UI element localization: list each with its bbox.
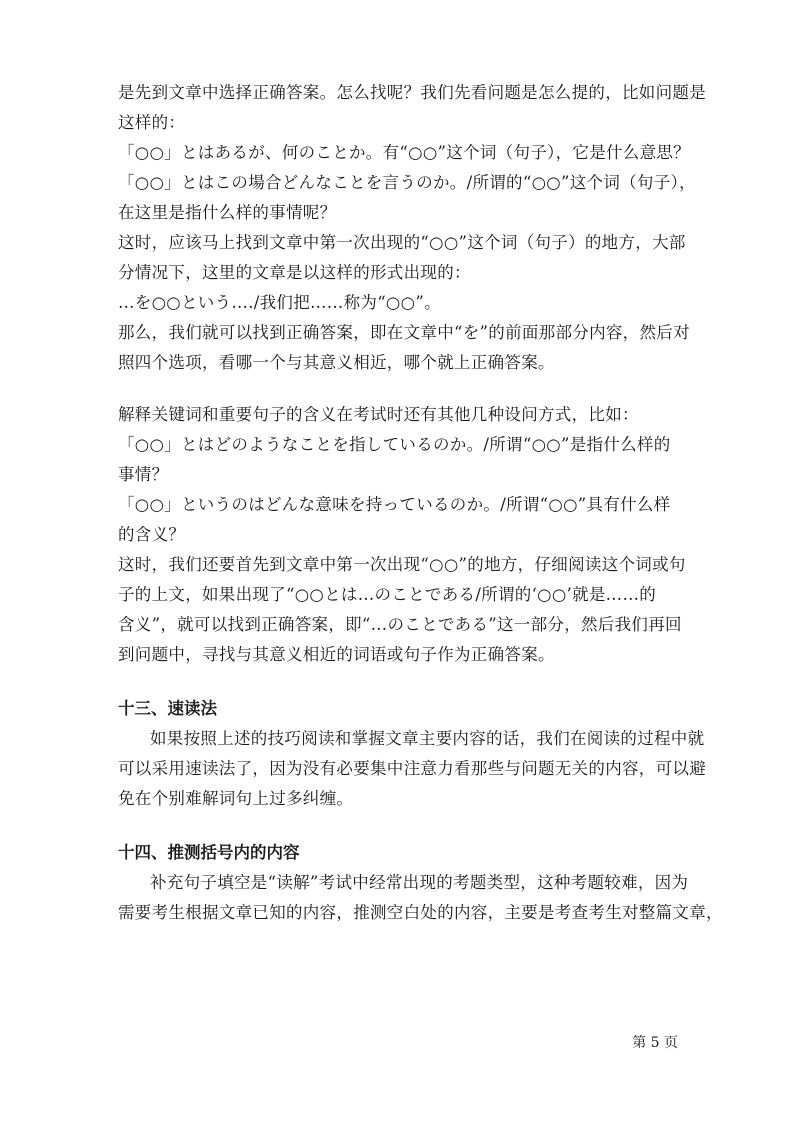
paragraph-block-2 — [118, 400, 704, 670]
text-line: 免在个别难解词句上过多纠缠。 — [118, 789, 354, 808]
section-13 — [118, 694, 704, 814]
text-line: 需要考生根据文章已知的内容，推测空白处的内容，主要是考查考生对整篇文章， — [118, 903, 723, 922]
spacer — [118, 378, 704, 400]
text-line: 解释关键词和重要句子的含义在考试时还有其他几种设问方式，比如： — [118, 405, 639, 424]
text-line: 这时，我们还要首先到文章中第一次出现“○○”的地方，仔细阅读这个词或句 — [118, 555, 686, 574]
text-line: …を○○という…./我们把……称为“○○”。 — [118, 293, 441, 312]
text-line: 的含义？ — [118, 525, 186, 544]
text-line: 分情况下，这里的文章是以这样的形式出现的： — [118, 263, 471, 282]
text-line: 这时，应该马上找到文章中第一次出现的“○○”这个词（句子）的地方，大部 — [118, 233, 686, 252]
text-line: 「○○」とはこの場合どんなことを言うのか。/所谓的“○○”这个词（句子）， — [118, 173, 696, 192]
text-line: 事情？ — [118, 465, 169, 484]
text-line: 可以采用速读法了，因为没有必要集中注意力看那些与问题无关的内容，可以避 — [118, 759, 706, 778]
text-line: 这样的： — [118, 113, 186, 132]
section-heading: 十三、速读法 — [118, 699, 217, 718]
text-line: 是先到文章中选择正确答案。怎么找呢？我们先看问题是怎么提的，比如问题是 — [118, 83, 706, 102]
text-line: 照四个选项，看哪一个与其意义相近，哪个就上正确答案。 — [118, 353, 555, 372]
page-number: 第 5 页 — [632, 1035, 678, 1051]
text-line: 「○○」というのはどんな意味を持っているのか。/所谓“○○”具有什么样 — [118, 495, 671, 514]
text-line: 「○○」とはどのようなことを指しているのか。/所谓“○○”是指什么样的 — [118, 435, 671, 454]
spacer — [118, 814, 704, 838]
text-line: 到问题中，寻找与其意义相近的词语或句子作为正确答案。 — [118, 645, 555, 664]
text-line: 含义”，就可以找到正确答案，即“…のことである”这一部分，然后我们再回 — [118, 615, 682, 634]
spacer — [118, 670, 704, 694]
text-line: 在这里是指什么样的事情呢？ — [118, 203, 337, 222]
text-line: 那么，我们就可以找到正确答案，即在文章中“を”的前面那部分内容，然后对 — [118, 323, 690, 342]
text-line: 如果按照上述的技巧阅读和掌握文章主要内容的话，我们在阅读的过程中就 — [150, 729, 705, 748]
section-14 — [118, 838, 723, 928]
section-heading: 十四、推测括号内的内容 — [118, 843, 300, 862]
text-line: 「○○」とはあるが、何のことか。有“○○”这个词（句子），它是什么意思？ — [118, 143, 691, 162]
paragraph-block-1 — [118, 78, 704, 378]
text-line: 子的上文，如果出现了“○○とは…のことである/所谓的‘○○’就是……的 — [118, 585, 657, 604]
text-line: 补充句子填空是“读解”考试中经常出现的考题类型，这种考题较难，因为 — [150, 873, 689, 892]
